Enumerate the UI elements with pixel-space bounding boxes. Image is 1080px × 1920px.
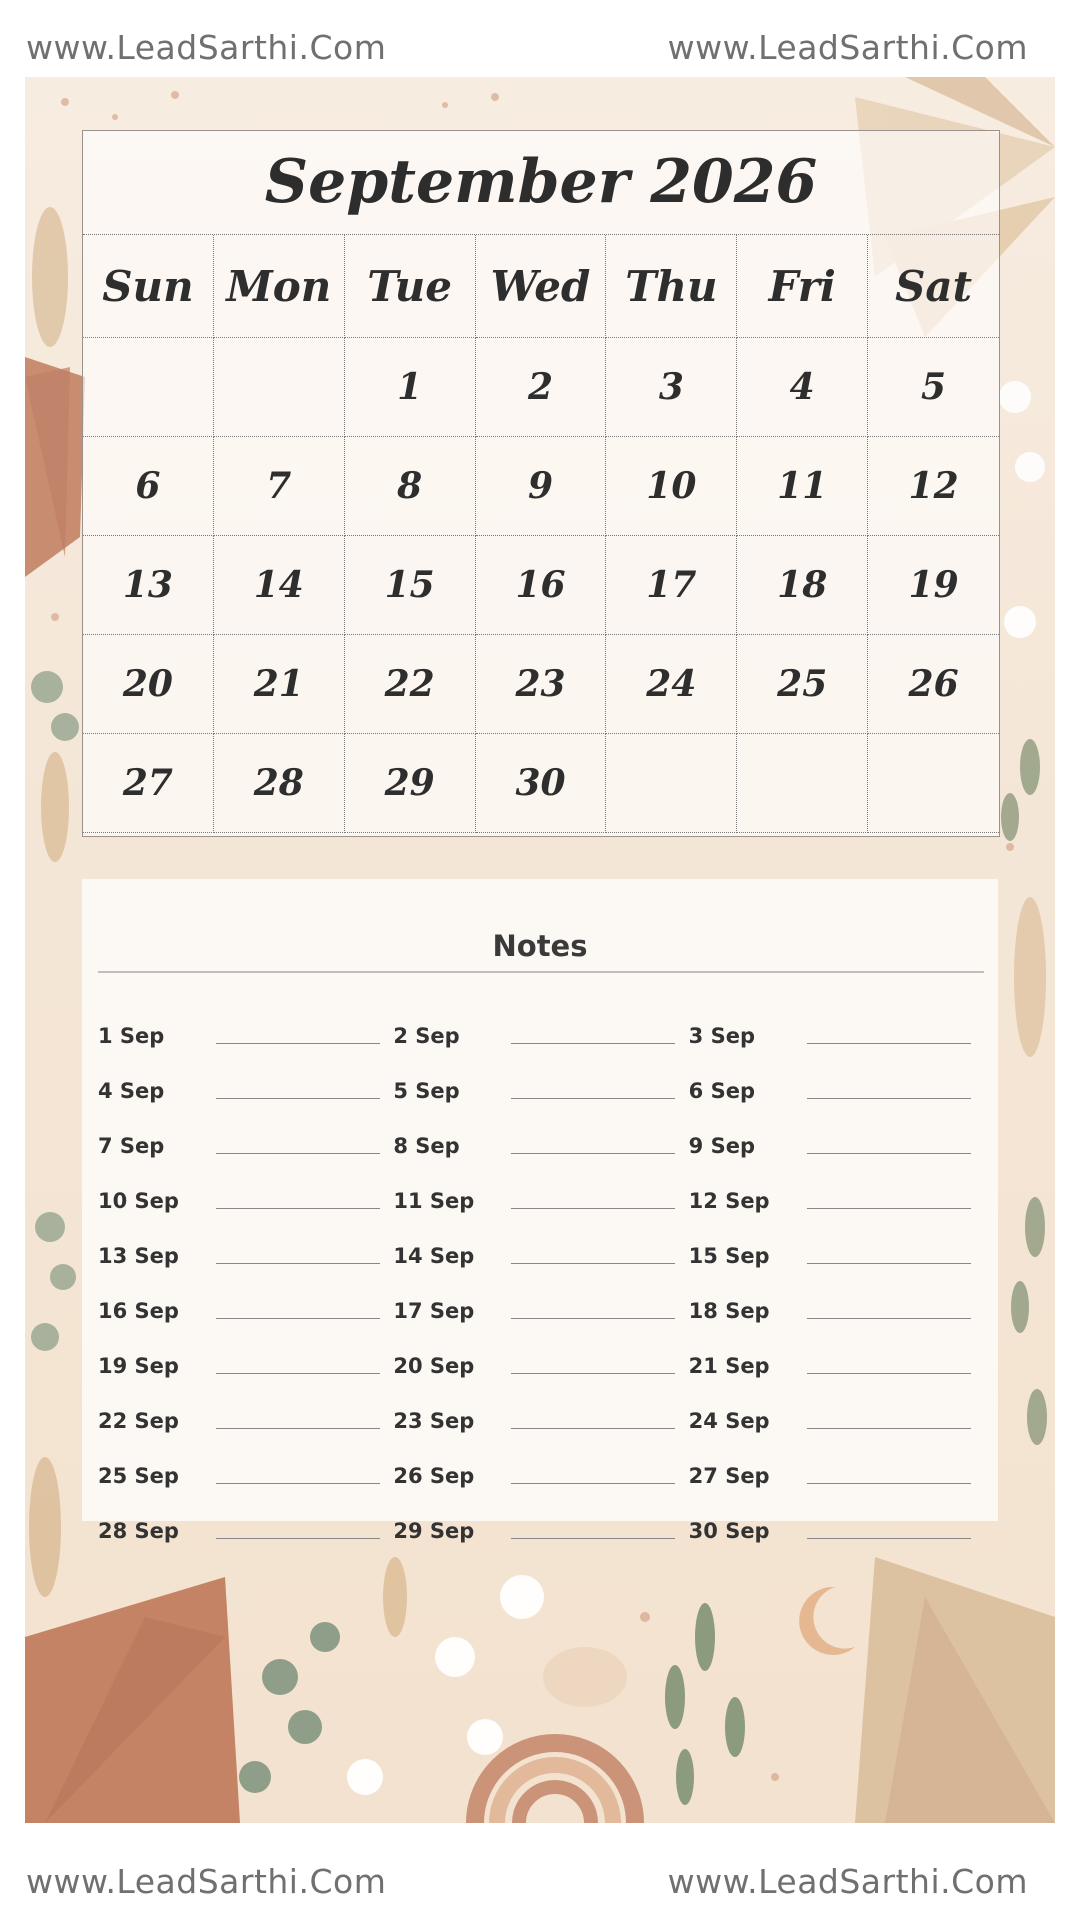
empty-day-cell (606, 734, 737, 833)
calendar-grid (83, 235, 999, 833)
day-cell: 5 (868, 338, 999, 437)
notes-divider (98, 971, 984, 973)
day-cell: 10 (606, 437, 737, 536)
note-entry (689, 997, 984, 1052)
empty-day-cell (83, 338, 214, 437)
note-write-line (216, 1317, 380, 1319)
note-date-label: 17 Sep (393, 1299, 475, 1323)
note-date-label: 9 Sep (688, 1134, 755, 1158)
rainbow-arch-icon (475, 1743, 635, 1823)
note-write-line (807, 1482, 971, 1484)
note-entry (393, 1272, 688, 1327)
day-cell: 2 (476, 338, 607, 437)
note-date-label: 28 Sep (98, 1519, 179, 1543)
day-cell: 6 (83, 437, 214, 536)
note-entry (393, 1437, 688, 1492)
day-cell: 17 (606, 536, 737, 635)
empty-day-cell (868, 734, 999, 833)
day-cell: 18 (737, 536, 868, 635)
empty-day-cell (214, 338, 345, 437)
note-date-label: 24 Sep (688, 1409, 770, 1433)
note-entry (98, 997, 393, 1052)
note-write-line (807, 1317, 971, 1319)
empty-day-cell (737, 734, 868, 833)
day-cell: 21 (214, 635, 345, 734)
weekday-header: Thu (606, 235, 737, 338)
day-cell: 28 (214, 734, 345, 833)
weekday-header: Fri (737, 235, 868, 338)
note-write-line (511, 1042, 675, 1044)
weekday-header: Tue (345, 235, 476, 338)
note-date-label: 4 Sep (98, 1079, 165, 1103)
note-date-label: 23 Sep (393, 1409, 475, 1433)
note-write-line (807, 1427, 971, 1429)
note-entry (98, 1382, 393, 1437)
day-cell: 24 (606, 635, 737, 734)
note-date-label: 26 Sep (393, 1464, 475, 1488)
day-cell: 15 (345, 536, 476, 635)
note-entry (393, 1327, 688, 1382)
note-date-label: 20 Sep (393, 1354, 475, 1378)
notes-title: Notes (492, 929, 588, 963)
olive-branch-bottom-icon (665, 1603, 745, 1805)
note-entry (98, 1217, 393, 1272)
note-write-line (511, 1482, 675, 1484)
note-entry (393, 997, 688, 1052)
note-date-label: 25 Sep (98, 1464, 179, 1488)
note-date-label: 14 Sep (393, 1244, 475, 1268)
note-write-line (807, 1372, 971, 1374)
note-date-label: 7 Sep (98, 1134, 165, 1158)
note-write-line (216, 1152, 380, 1154)
note-write-line (216, 1042, 380, 1044)
note-write-line (216, 1207, 380, 1209)
watermark-top-left: www.LeadSarthi.Com (26, 28, 387, 67)
note-write-line (511, 1097, 675, 1099)
note-write-line (807, 1042, 971, 1044)
note-entry (393, 1382, 688, 1437)
day-cell: 20 (83, 635, 214, 734)
day-cell: 1 (345, 338, 476, 437)
weekday-header: Sun (83, 235, 214, 338)
notes-section (82, 879, 998, 1543)
note-entry (393, 1107, 688, 1162)
note-entry (689, 1382, 984, 1437)
note-write-line (511, 1372, 675, 1374)
note-write-line (807, 1207, 971, 1209)
note-entry (689, 1272, 984, 1327)
notes-grid (98, 997, 984, 1547)
note-write-line (216, 1537, 380, 1539)
note-write-line (216, 1372, 380, 1374)
note-write-line (511, 1262, 675, 1264)
note-write-line (216, 1097, 380, 1099)
note-entry (689, 1437, 984, 1492)
note-write-line (511, 1317, 675, 1319)
note-entry (98, 1107, 393, 1162)
day-cell: 9 (476, 437, 607, 536)
day-cell: 25 (737, 635, 868, 734)
note-write-line (216, 1427, 380, 1429)
note-entry (98, 1162, 393, 1217)
day-cell: 29 (345, 734, 476, 833)
cotton-flower-right-icon (999, 381, 1045, 638)
note-date-label: 3 Sep (688, 1024, 755, 1048)
day-cell: 3 (606, 338, 737, 437)
note-date-label: 1 Sep (98, 1024, 165, 1048)
weekday-header: Wed (476, 235, 607, 338)
note-date-label: 18 Sep (688, 1299, 770, 1323)
note-date-label: 30 Sep (688, 1519, 770, 1543)
day-cell: 30 (476, 734, 607, 833)
note-date-label: 8 Sep (393, 1134, 460, 1158)
day-cell: 11 (737, 437, 868, 536)
day-cell: 16 (476, 536, 607, 635)
note-entry (689, 1492, 984, 1547)
day-cell: 26 (868, 635, 999, 734)
day-cell: 13 (83, 536, 214, 635)
note-entry (98, 1052, 393, 1107)
note-date-label: 6 Sep (688, 1079, 755, 1103)
day-cell: 4 (737, 338, 868, 437)
note-date-label: 13 Sep (98, 1244, 179, 1268)
note-write-line (511, 1152, 675, 1154)
note-date-label: 29 Sep (393, 1519, 475, 1543)
note-entry (393, 1492, 688, 1547)
note-date-label: 27 Sep (688, 1464, 770, 1488)
note-entry (98, 1327, 393, 1382)
note-entry (98, 1437, 393, 1492)
note-date-label: 12 Sep (688, 1189, 770, 1213)
watermark-bottom-right: www.LeadSarthi.Com (667, 1862, 1028, 1901)
bottom-botanical-scene (25, 1557, 1055, 1823)
note-date-label: 16 Sep (98, 1299, 179, 1323)
day-cell: 12 (868, 437, 999, 536)
day-cell: 8 (345, 437, 476, 536)
note-entry (689, 1327, 984, 1382)
eucalyptus-bottom-icon (239, 1622, 340, 1793)
watermark-top-right: www.LeadSarthi.Com (667, 28, 1028, 67)
note-entry (393, 1052, 688, 1107)
day-cell: 19 (868, 536, 999, 635)
watermark-bottom-left: www.LeadSarthi.Com (26, 1862, 387, 1901)
note-write-line (807, 1152, 971, 1154)
month-calendar (82, 130, 1000, 837)
note-write-line (216, 1482, 380, 1484)
palm-leaf-left-icon (25, 357, 85, 577)
note-write-line (511, 1537, 675, 1539)
note-date-label: 11 Sep (393, 1189, 475, 1213)
note-date-label: 21 Sep (688, 1354, 770, 1378)
note-date-label: 2 Sep (393, 1024, 460, 1048)
note-entry (689, 1107, 984, 1162)
calendar-title: September 2026 (83, 131, 999, 235)
crescent-moon-icon (799, 1587, 855, 1655)
note-date-label: 22 Sep (98, 1409, 179, 1433)
note-entry (689, 1217, 984, 1272)
note-date-label: 19 Sep (98, 1354, 179, 1378)
weekday-header: Mon (214, 235, 345, 338)
note-write-line (511, 1427, 675, 1429)
note-entry (98, 1272, 393, 1327)
note-date-label: 10 Sep (98, 1189, 179, 1213)
note-write-line (807, 1097, 971, 1099)
note-write-line (216, 1262, 380, 1264)
calendar-poster (25, 77, 1055, 1823)
day-cell: 22 (345, 635, 476, 734)
note-write-line (807, 1262, 971, 1264)
note-entry (689, 1052, 984, 1107)
note-write-line (807, 1537, 971, 1539)
note-date-label: 5 Sep (393, 1079, 460, 1103)
weekday-header: Sat (868, 235, 999, 338)
note-entry (689, 1162, 984, 1217)
note-write-line (511, 1207, 675, 1209)
day-cell: 23 (476, 635, 607, 734)
day-cell: 14 (214, 536, 345, 635)
note-date-label: 15 Sep (688, 1244, 770, 1268)
day-cell: 27 (83, 734, 214, 833)
pampas-grass-right-icon (1014, 897, 1046, 1057)
note-entry (393, 1162, 688, 1217)
note-entry (98, 1492, 393, 1547)
note-entry (393, 1217, 688, 1272)
day-cell: 7 (214, 437, 345, 536)
